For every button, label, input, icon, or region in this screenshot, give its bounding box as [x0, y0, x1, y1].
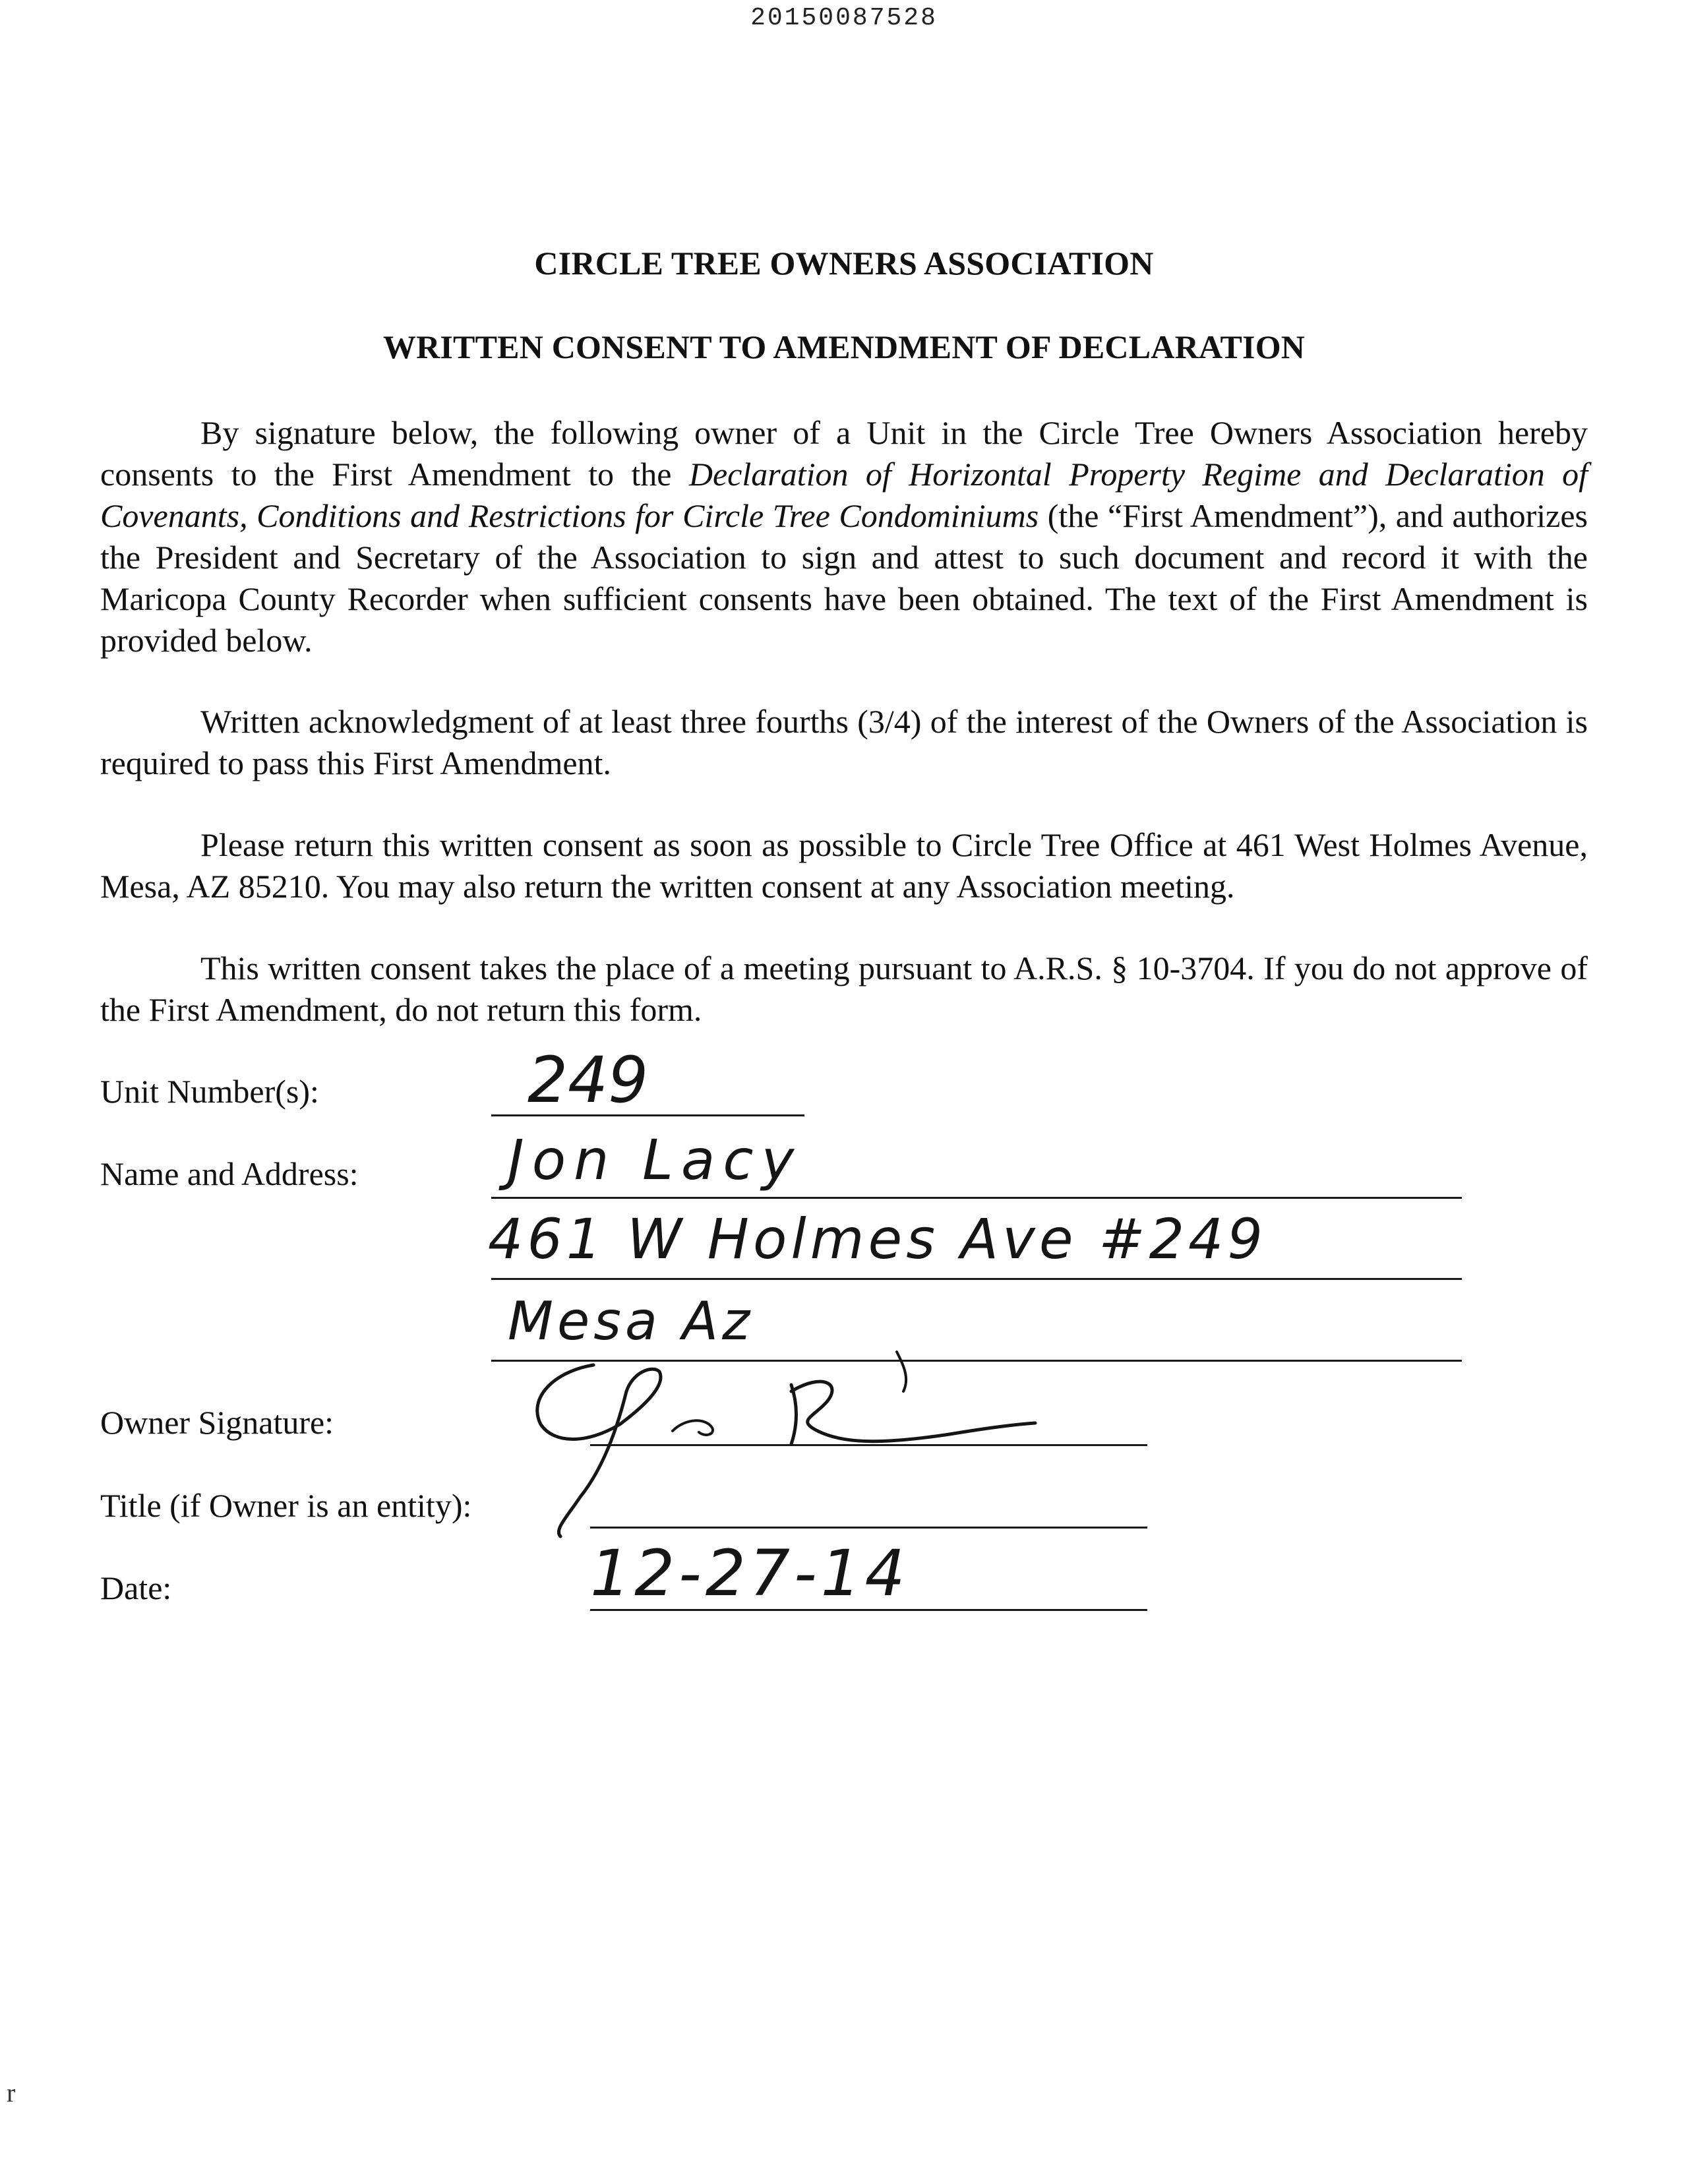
form-title: WRITTEN CONSENT TO AMENDMENT OF DECLARATION	[382, 328, 1306, 365]
handwritten-date: 12-27-14	[590, 1536, 909, 1610]
handwritten-address-line-2: Mesa Az	[508, 1290, 754, 1352]
association-title: CIRCLE TREE OWNERS ASSOCIATION	[534, 245, 1154, 282]
unit-number-label: Unit Number(s):	[100, 1073, 319, 1110]
handwritten-address-line-1: 461 W Holmes Ave #249	[488, 1207, 1267, 1271]
owner-signature-scrawl	[514, 1345, 1042, 1543]
date-label: Date:	[100, 1569, 172, 1606]
name-line	[491, 1197, 1462, 1199]
meeting-substitute-paragraph: This written consent takes the place of a meeting pursuant to A.R.S. § 10-3704. If you do not approve of the First Amendment, do not return this form.	[100, 950, 1588, 1028]
return-instructions-paragraph: Please return this written consent as soon as possible to Circle Tree Office at 461 West Holmes Avenue, Mesa, AZ 85210. You may also return the written consent at any Association meeting.	[100, 826, 1588, 905]
owner-signature-label: Owner Signature:	[100, 1404, 334, 1441]
declaration-title: Declaration of Horizontal Property Regime and Declaration of Covenants, Conditions and Restrictions for Circle Tree Condominiums	[100, 456, 1588, 534]
address-line-1	[491, 1278, 1462, 1280]
consent-rest-text: (the “First Amendment”), and authorizes the President and Secretary of the Association to sign and attest to such document and record it with the Maricopa County Recorder when sufficient consents have been obtained. The text of the First Amendment is provided below.	[100, 497, 1588, 659]
entity-title-label: Title (if Owner is an entity):	[100, 1487, 472, 1524]
scan-corner-mark: r	[7, 2078, 16, 2108]
recording-number: 20150087528	[750, 4, 938, 32]
consent-paragraph	[100, 412, 1588, 661]
acknowledgment-paragraph: Written acknowledgment of at least three fourths (3/4) of the interest of the Owners of the Association is required to pass this First Amendment.	[100, 703, 1588, 781]
handwritten-unit-number: 249	[528, 1043, 649, 1117]
name-address-label: Name and Address:	[100, 1155, 359, 1192]
handwritten-name: Jon Lacy	[508, 1128, 802, 1192]
consent-intro-text: By signature below, the following owner of a Unit in the Circle Tree Owners Association hereby consents to the First Amendment to the	[100, 414, 1588, 493]
